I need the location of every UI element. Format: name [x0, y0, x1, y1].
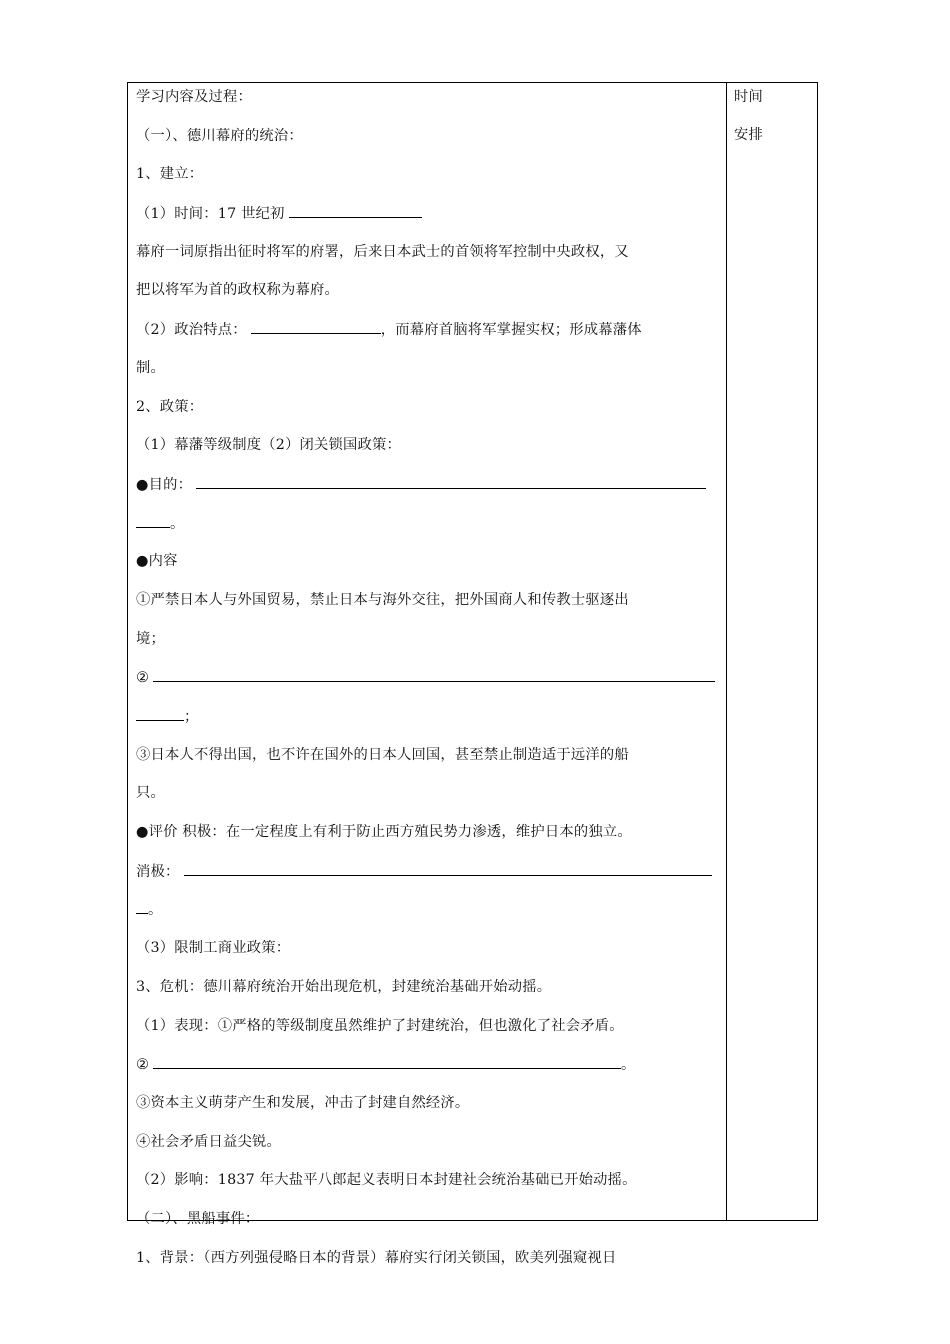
content-line	[136, 86, 718, 125]
fill-in-blank[interactable]	[196, 473, 706, 489]
fill-in-blank[interactable]	[153, 1053, 621, 1069]
content-line	[136, 589, 718, 628]
content-line	[136, 821, 718, 860]
side-label-arrangement: 安排	[734, 127, 763, 143]
content-line	[136, 473, 718, 512]
time-arrangement-column	[734, 86, 814, 162]
fill-in-blank[interactable]	[153, 666, 715, 682]
content-line	[136, 782, 718, 821]
content-line	[136, 241, 718, 280]
content-line	[136, 357, 718, 396]
content-line	[136, 1092, 718, 1131]
content-line	[136, 860, 718, 899]
line-text: （二）、黑船事件：	[136, 1210, 260, 1227]
content-line	[136, 976, 718, 1015]
fill-in-blank[interactable]	[136, 898, 148, 914]
line-text: （1）幕藩等级制度（2）闭关锁国政策：	[136, 437, 402, 454]
content-line	[136, 744, 718, 783]
content-line	[136, 202, 718, 241]
line-text: （3）限制工商业政策：	[136, 940, 291, 957]
line-text: ●内容	[136, 553, 178, 570]
content-line	[136, 1131, 718, 1170]
line-text: ●评价 积极：在一定程度上有利于防止西方殖民势力渗透，维护日本的独立。	[136, 824, 632, 841]
fill-in-blank[interactable]	[184, 860, 712, 876]
line-text: 消极：	[136, 863, 180, 880]
line-text: （1）时间：17 世纪初	[136, 206, 285, 223]
content-line	[136, 1169, 718, 1208]
content-line	[136, 318, 718, 357]
line-text: （2）影响：1837 年大盐平八郎起义表明日本封建社会统治基础已开始动摇。	[136, 1172, 637, 1189]
content-line	[136, 628, 718, 667]
line-text: 幕府一词原指出征时将军的府署，后来日本武士的首领将军控制中央政权，又	[136, 243, 629, 260]
line-text: 1、背景：（西方列强侵略日本的背景）幕府实行闭关锁国，欧美列强窥视日	[136, 1249, 617, 1266]
line-text: 1、建立：	[136, 166, 204, 183]
fill-in-blank[interactable]	[251, 318, 381, 334]
content-line	[136, 1208, 718, 1247]
line-suffix: 。	[148, 902, 163, 919]
line-text: （1）表现：①严格的等级制度虽然维护了封建统治，但也激化了社会矛盾。	[136, 1017, 624, 1034]
line-text: （2）政治特点：	[136, 322, 247, 339]
side-label-time: 时间	[734, 89, 763, 105]
content-line	[136, 396, 718, 435]
line-text: ②	[136, 1057, 150, 1074]
content-line	[136, 1053, 718, 1092]
fill-in-blank[interactable]	[289, 202, 422, 218]
fill-in-blank[interactable]	[136, 705, 184, 721]
content-line	[136, 125, 718, 164]
line-suffix: ，而幕府首脑将军掌握实权；形成幕藩体	[380, 322, 642, 339]
content-line	[136, 666, 718, 705]
line-text: ④社会矛盾日益尖锐。	[136, 1133, 281, 1150]
content-line	[136, 898, 718, 937]
content-line	[136, 279, 718, 318]
content-line	[136, 937, 718, 976]
content-line	[136, 705, 718, 744]
line-text: ●目的：	[136, 476, 193, 493]
content-line	[136, 434, 718, 473]
line-suffix: ；	[184, 709, 199, 725]
content-line	[136, 512, 718, 551]
line-text: 境；	[136, 630, 165, 647]
learning-content-column	[136, 86, 718, 1285]
line-suffix: 。	[621, 1057, 636, 1074]
line-text: 3、危机：德川幕府统治开始出现危机，封建统治基础开始动摇。	[136, 978, 552, 995]
content-line	[136, 1015, 718, 1054]
fill-in-blank[interactable]	[136, 512, 170, 528]
line-text: ①严禁日本人与外国贸易，禁止日本与海外交往，把外国商人和传教士驱逐出	[136, 591, 629, 608]
line-text: 2、政策：	[136, 398, 204, 415]
line-text: 把以将军为首的政权称为幕府。	[136, 282, 339, 299]
column-divider	[726, 82, 727, 1221]
line-text: 学习内容及过程：	[136, 89, 252, 105]
line-text: ③资本主义萌芽产生和发展，冲击了封建自然经济。	[136, 1094, 470, 1111]
line-suffix: 。	[170, 515, 185, 532]
line-text: 制。	[136, 359, 165, 376]
content-line	[136, 550, 718, 589]
line-text: （一）、德川幕府的统治：	[136, 127, 303, 144]
line-text: ③日本人不得出国，也不许在国外的日本人回国，甚至禁止制造适于远洋的船	[136, 746, 629, 763]
line-text: 只。	[136, 785, 165, 802]
content-line	[136, 163, 718, 202]
line-text: ②	[136, 670, 150, 687]
content-line	[136, 1247, 718, 1286]
